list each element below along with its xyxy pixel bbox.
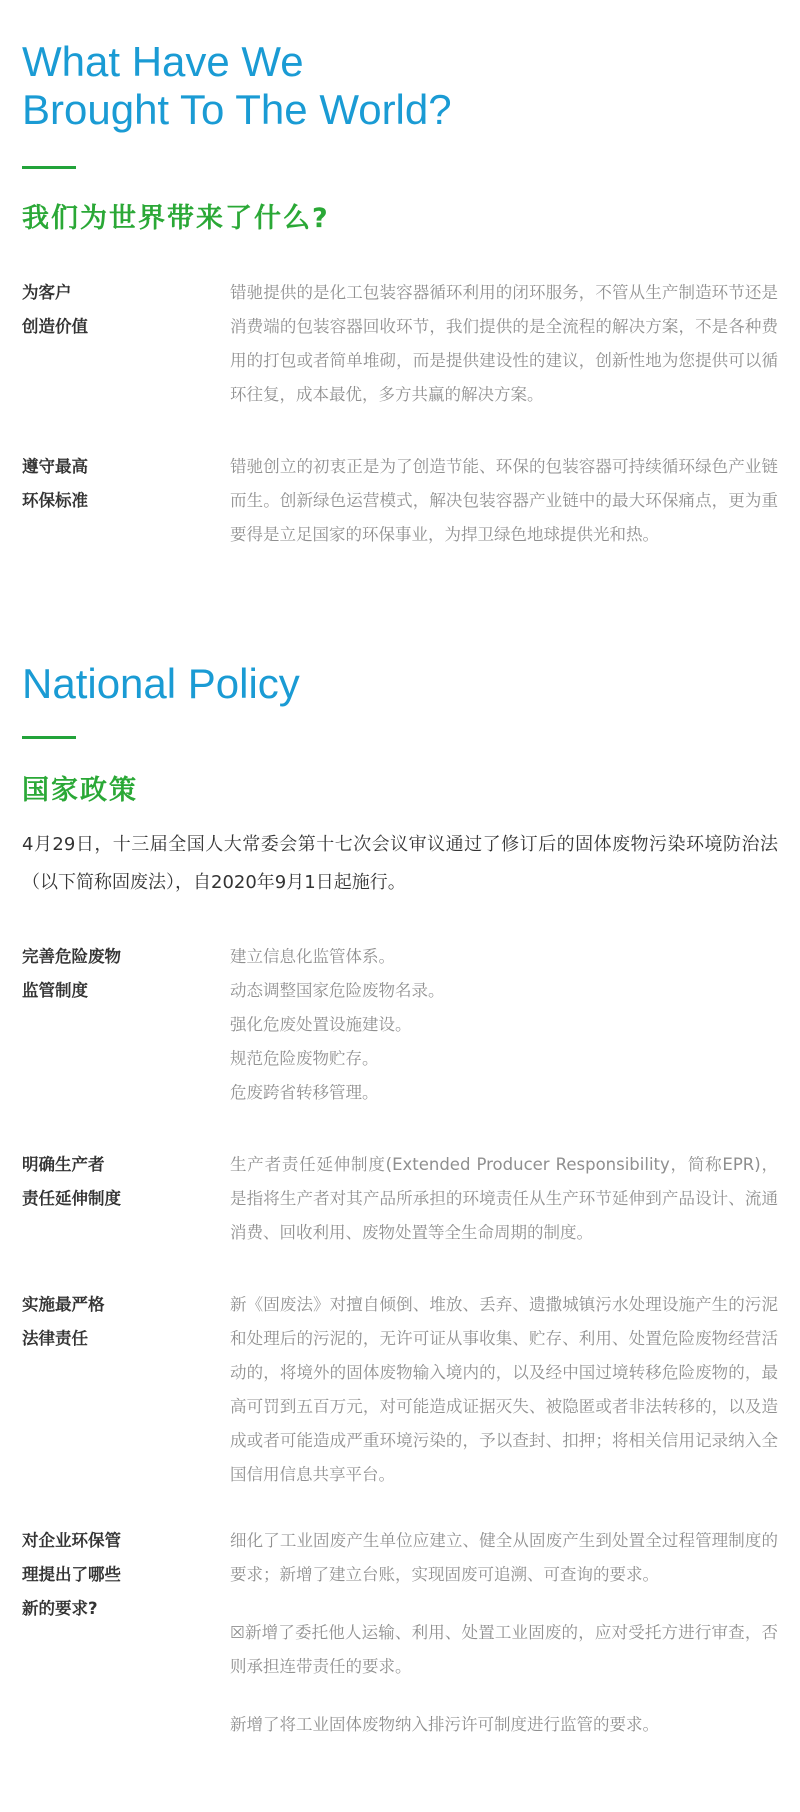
paragraph: ☒新增了委托他人运输、利用、处置工业固废的，应对受托方进行审查，否则承担连带责任的要求。 <box>230 1623 778 1676</box>
item-label <box>22 450 192 518</box>
item-text: 错驰提供的是化工包装容器循环利用的闭环服务，不管从生产制造环节还是消费端的包装容器回收环节，我们提供的是全流程的解决方案，不是各种费用的打包或者简单堆砌，而是提供建设性的建议，创新性地为您提供可以循环往复，成本最优，多方共赢的解决方案。 <box>230 283 778 404</box>
item-text: 生产者责任延伸制度(Extended Producer Responsibility，简称EPR)，是指将生产者对其产品所承担的环境责任从生产环节延伸到产品设计、流通消费、回收利用、废物处置等全生命周期的制度。 <box>230 1155 778 1242</box>
section-title-cn: 我们为世界带来了什么? <box>22 203 330 234</box>
section-title-en <box>22 38 452 134</box>
policy-item-hazardous-waste <box>22 940 778 1110</box>
list-line: 建立信息化监管体系。 <box>230 947 395 966</box>
section-title-en: National Policy <box>22 660 300 707</box>
item-label-line: 环保标准 <box>22 491 88 510</box>
section-title-en-line1: What Have We <box>22 38 304 85</box>
list-line: 动态调整国家危险废物名录。 <box>230 981 445 1000</box>
item-label <box>22 1524 192 1626</box>
item-label-line: 为客户 <box>22 283 72 302</box>
item-label-line: 完善危险废物 <box>22 947 121 966</box>
item-label <box>22 940 192 1008</box>
item-label <box>22 1288 192 1356</box>
title-divider <box>22 166 76 169</box>
list-line: 规范危险废物贮存。 <box>230 1049 379 1068</box>
section-title-en-line2: Brought To The World? <box>22 86 452 133</box>
policy-intro: 4月29日，十三届全国人大常委会第十七次会议审议通过了修订后的固体废物污染环境防治法（以下简称固废法），自2020年9月1日起施行。 <box>22 834 778 893</box>
value-item-customer <box>22 276 778 416</box>
paragraph: 细化了工业固废产生单位应建立、健全从固废产生到处置全过程管理制度的要求；新增了建立台账，实现固废可追溯、可查询的要求。 <box>230 1531 778 1584</box>
title-divider <box>22 736 76 739</box>
item-text: 错驰创立的初衷正是为了创造节能、环保的包装容器可持续循环绿色产业链而生。创新绿色运营模式，解决包装容器产业链中的最大环保痛点，更为重要得是立足国家的环保事业，为捍卫绿色地球提供光和热。 <box>230 457 778 544</box>
value-item-environment <box>22 450 778 590</box>
section-title-cn: 国家政策 <box>22 775 138 806</box>
policy-item-epr <box>22 1148 778 1258</box>
policy-item-enterprise-requirements <box>22 1524 778 1794</box>
item-label-line: 理提出了哪些 <box>22 1565 121 1584</box>
list-line: 危废跨省转移管理。 <box>230 1083 379 1102</box>
paragraph: 新增了将工业固体废物纳入排污许可制度进行监管的要求。 <box>230 1715 659 1734</box>
item-label-line: 遵守最高 <box>22 457 88 476</box>
item-text <box>230 1524 778 1742</box>
item-label-line: 对企业环保管 <box>22 1531 121 1550</box>
item-label-line: 明确生产者 <box>22 1155 105 1174</box>
item-label-line: 创造价值 <box>22 317 88 336</box>
item-text <box>230 940 778 1110</box>
item-label-line: 监管制度 <box>22 981 88 1000</box>
item-label <box>22 276 192 344</box>
item-label-line: 责任延伸制度 <box>22 1189 121 1208</box>
item-text: 新《固废法》对擅自倾倒、堆放、丢弃、遗撒城镇污水处理设施产生的污泥和处理后的污泥的，无许可证从事收集、贮存、利用、处置危险废物经营活动的，将境外的固体废物输入境内的，以及经中国过境转移危险废物的，最高可罚到五百万元，对可能造成证据灭失、被隐匿或者非法转移的，以及造成或者可能造成严重环境污染的，予以查封、扣押；将相关信用记录纳入全国信用信息共享平台。 <box>230 1295 778 1484</box>
item-label-line: 新的要求? <box>22 1599 98 1618</box>
policy-item-legal-liability <box>22 1288 778 1498</box>
item-label-line: 法律责任 <box>22 1329 88 1348</box>
item-label <box>22 1148 192 1216</box>
item-label-line: 实施最严格 <box>22 1295 105 1314</box>
list-line: 强化危废处置设施建设。 <box>230 1015 412 1034</box>
